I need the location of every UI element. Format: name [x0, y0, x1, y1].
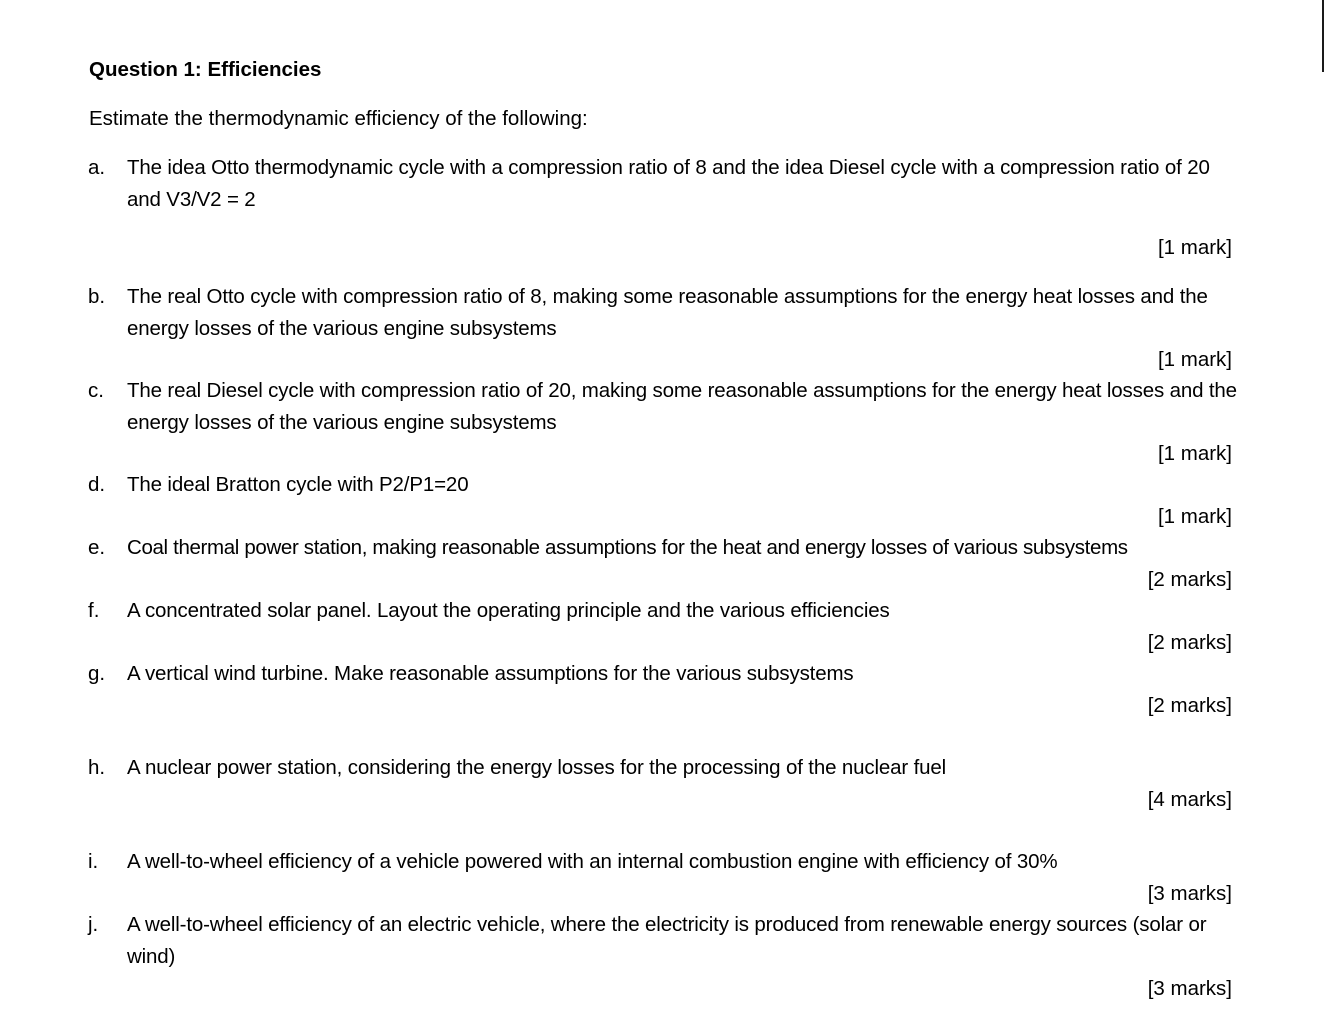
- item-j-mark: [3 marks]: [1147, 977, 1232, 1000]
- item-j-letter: j.: [88, 913, 99, 936]
- item-g-mark: [2 marks]: [1147, 694, 1232, 717]
- item-d-mark: [1 mark]: [1157, 505, 1232, 528]
- question-title: Question 1: Efficiencies: [89, 58, 322, 81]
- item-i-letter: i.: [88, 850, 99, 873]
- item-d-letter: d.: [88, 473, 106, 496]
- item-b-mark: [1 mark]: [1157, 348, 1232, 371]
- item-f-text: A concentrated solar panel. Layout the operating principle and the various efficiencies: [127, 599, 890, 622]
- question-intro: Estimate the thermodynamic efficiency of the following:: [89, 107, 588, 130]
- item-e-mark: [2 marks]: [1147, 568, 1232, 591]
- item-j-text: A well-to-wheel efficiency of an electric vehicle, where the electricity is produced from renewable energy sources (solar or wind): [127, 913, 1207, 968]
- item-a-text: The idea Otto thermodynamic cycle with a compression ratio of 8 and the idea Diesel cycle with a compression ratio of 20 and V3/V2 = 2: [127, 156, 1210, 211]
- item-g-letter: g.: [88, 662, 106, 685]
- item-c-text: The real Diesel cycle with compression ratio of 20, making some reasonable assumptions for the energy heat losses and the energy losses of the various engine subsystems: [127, 379, 1237, 434]
- item-h-text: A nuclear power station, considering the energy losses for the processing of the nuclear fuel: [127, 756, 947, 779]
- item-b-text: The real Otto cycle with compression ratio of 8, making some reasonable assumptions for the energy heat losses and the energy losses of the various engine subsystems: [127, 285, 1208, 340]
- item-e-letter: e.: [88, 536, 106, 559]
- item-h-letter: h.: [88, 756, 106, 779]
- item-e-text: Coal thermal power station, making reasonable assumptions for the heat and energy losses of various subsystems: [127, 536, 1128, 559]
- item-c-mark: [1 mark]: [1157, 442, 1232, 465]
- item-h-mark: [4 marks]: [1147, 788, 1232, 811]
- item-b-letter: b.: [88, 285, 106, 308]
- item-a-letter: a.: [88, 156, 106, 179]
- item-g-text: A vertical wind turbine. Make reasonable assumptions for the various subsystems: [127, 662, 854, 685]
- item-a-mark: [1 mark]: [1157, 236, 1232, 259]
- item-f-letter: f.: [88, 599, 100, 622]
- item-d-text: The ideal Bratton cycle with P2/P1=20: [127, 473, 469, 496]
- item-c-letter: c.: [88, 379, 104, 402]
- item-i-text: A well-to-wheel efficiency of a vehicle powered with an internal combustion engine with efficiency of 30%: [127, 850, 1058, 873]
- item-i-mark: [3 marks]: [1147, 882, 1232, 905]
- item-f-mark: [2 marks]: [1147, 631, 1232, 654]
